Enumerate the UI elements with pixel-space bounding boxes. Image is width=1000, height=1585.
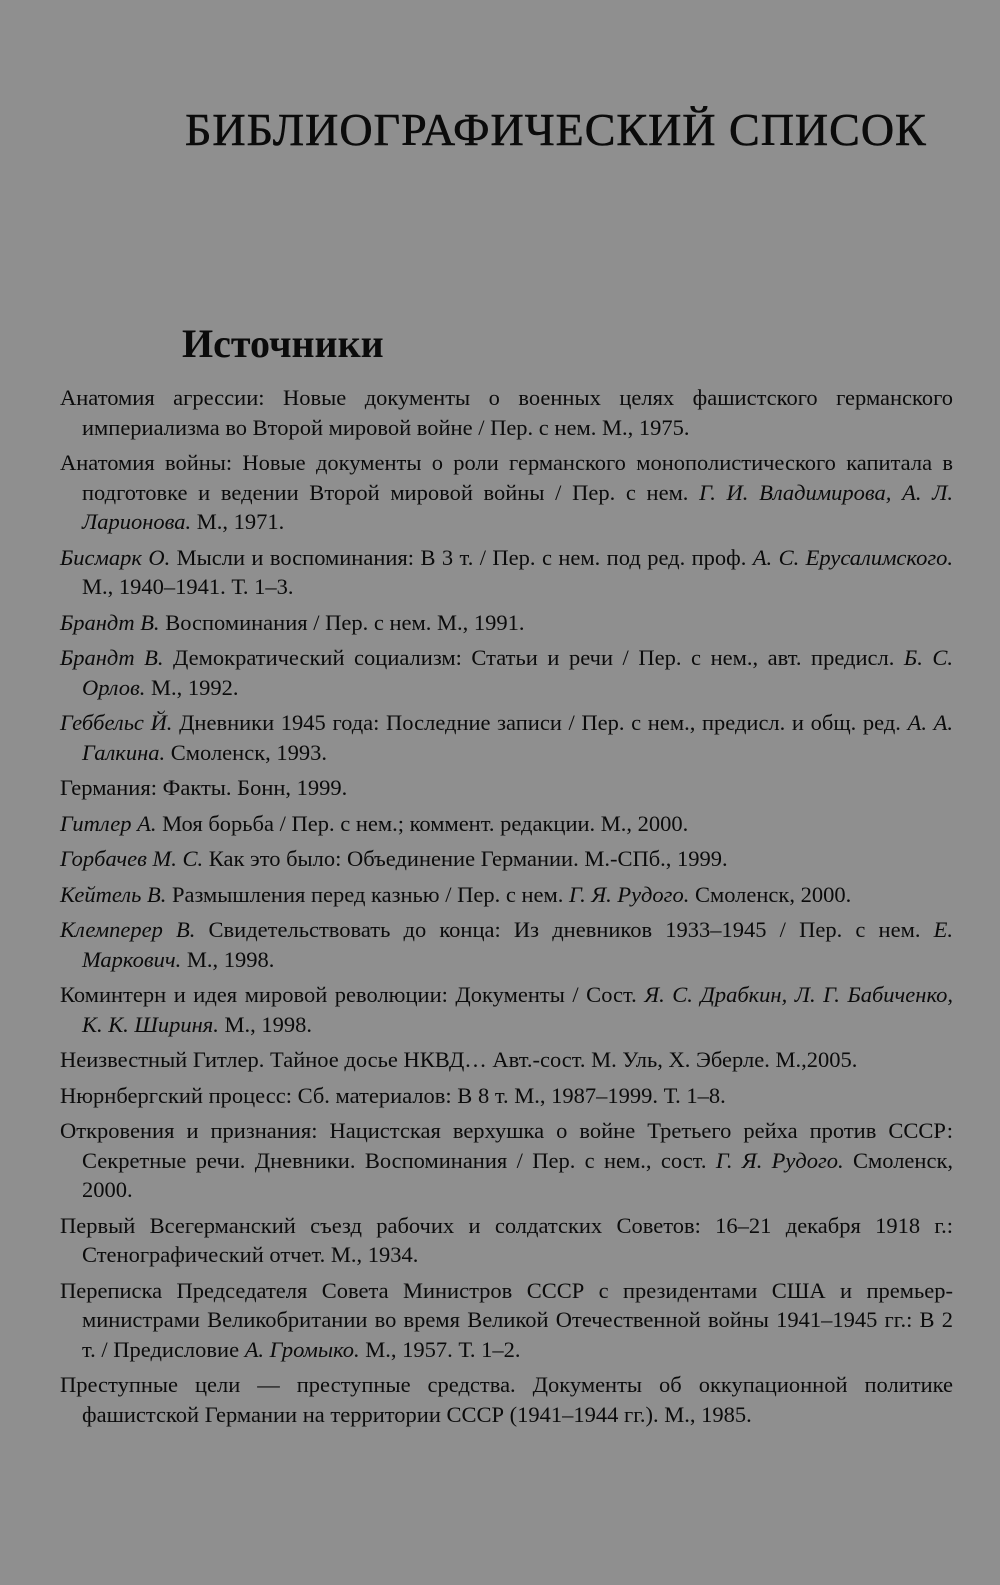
entry-text: М., 1940–1941. Т. 1–3.	[82, 574, 294, 599]
entry-author-italic: Гитлер А.	[60, 810, 157, 836]
bibliography-entry	[60, 643, 953, 702]
entry-author-italic: Б. С. Орлов.	[82, 645, 954, 700]
entry-author-italic: Е. Маркович.	[82, 917, 953, 972]
entry-author-italic: Геббельс Й.	[60, 710, 173, 735]
bibliography-entry	[60, 1081, 953, 1111]
entry-text: Преступные цели — преступные средства. Документы об оккупационной политике фашистской Германии на территории СССР (1941–1944 гг.). М., 1985.	[60, 1372, 953, 1427]
entry-text: Воспоминания / Пер. с нем. М., 1991.	[159, 609, 525, 635]
bibliography-entry	[60, 1045, 953, 1075]
entry-author-italic: Брандт В.	[60, 645, 164, 670]
entry-text: Анатомия войны: Новые документы о роли германского монополистического капитала в подготовке и ведении Второй мировой войны / Пер. с нем.	[60, 450, 953, 505]
entry-text: Размышления перед казнью / Пер. с нем.	[166, 881, 569, 907]
entry-text: Мысли и воспоминания: В 3 т. / Пер. с нем. под ред. проф.	[170, 544, 753, 570]
entry-author-italic: Кейтель В.	[60, 881, 167, 907]
entry-text: Нюрнбергский процесс: Сб. материалов: В 8 т. М., 1987–1999. Т. 1–8.	[60, 1082, 726, 1108]
entry-text: Откровения и признания: Нацистская верхушка о войне Третьего рейха против СССР: Секретные речи. Дневники. Воспоминания / Пер. с нем., сост.	[60, 1118, 953, 1173]
entry-text: М., 1998.	[218, 1011, 312, 1037]
entry-author-italic: Бисмарк О.	[60, 544, 171, 570]
page-heading: БИБЛИОГРАФИЧЕСКИЙ СПИСОК	[185, 104, 927, 155]
bibliography-entry	[60, 1370, 953, 1429]
bibliography-list	[60, 383, 953, 1435]
entry-author-italic: Г. Я. Рудого.	[715, 1147, 844, 1173]
entry-text: Свидетельствовать до конца: Из дневников 1933–1945 / Пер. с нем.	[195, 917, 934, 942]
section-title: Источники	[182, 321, 384, 366]
entry-text: Смоленск, 2000.	[82, 1147, 953, 1202]
entry-text: Дневники 1945 года: Последние записи / Пер. с нем., предисл. и общ. ред.	[172, 710, 908, 735]
entry-text: М., 1957. Т. 1–2.	[359, 1336, 521, 1362]
entry-text: М., 1971.	[191, 509, 285, 534]
entry-text: Переписка Председателя Совета Министров СССР с президентами США и премьер-министрами Великобритании во время Великой Отечественной войны 1941–1945 гг.: В 2 т. / Предисловие	[60, 1277, 953, 1362]
bibliography-entry	[60, 708, 953, 767]
entry-author-italic: Брандт В.	[60, 609, 160, 635]
entry-author-italic: Я. С. Драбкин, Л. Г. Бабиченко, К. К. Шириня.	[82, 982, 953, 1037]
entry-text: Моя борьба / Пер. с нем.; коммент. редакции. М., 2000.	[156, 810, 689, 836]
entry-text: Смоленск, 1993.	[165, 739, 327, 765]
bibliography-entry	[60, 608, 953, 638]
bibliography-entry	[60, 915, 953, 974]
entry-author-italic: Г. И. Владимирова, А. Л. Ларионова.	[82, 479, 953, 534]
entry-author-italic: А. Громыко.	[244, 1336, 360, 1362]
bibliography-entry	[60, 773, 953, 803]
entry-text: М., 1998.	[181, 946, 275, 972]
entry-text: М., 1992.	[145, 674, 239, 700]
entry-author-italic: Клемперер В.	[60, 917, 196, 942]
entry-author-italic: Г. Я. Рудого.	[568, 881, 690, 907]
bibliography-entry	[60, 1116, 953, 1205]
bibliography-entry	[60, 1276, 953, 1365]
bibliography-entry	[60, 383, 953, 442]
entry-author-italic: А. С. Ерусалимского.	[752, 544, 953, 570]
entry-text: Анатомия агрессии: Новые документы о военных целях фашистского германского империализма во Второй мировой войне / Пер. с нем. М., 1975.	[60, 385, 953, 440]
entry-text: Германия: Факты. Бонн, 1999.	[60, 775, 348, 800]
bibliography-entry	[60, 809, 953, 839]
bibliography-entry	[60, 543, 953, 602]
entry-text: Коминтерн и идея мировой революции: Документы / Сост.	[60, 982, 645, 1007]
bibliography-entry	[60, 844, 953, 874]
entry-author-italic: Горбачев М. С.	[60, 846, 204, 871]
bibliography-entry	[60, 448, 953, 537]
entry-text: Неизвестный Гитлер. Тайное досье НКВД… Авт.-сост. М. Уль, Х. Эберле. М.,2005.	[60, 1047, 858, 1072]
entry-text: Демократический социализм: Статьи и речи / Пер. с нем., авт. предисл.	[163, 645, 904, 670]
entry-text: Первый Всегерманский съезд рабочих и солдатских Советов: 16–21 декабря 1918 г.: Стенографический отчет. М., 1934.	[60, 1212, 953, 1267]
entry-author-italic: А. А. Галкина.	[82, 710, 953, 765]
bibliography-entry	[60, 980, 953, 1039]
entry-text: Смоленск, 2000.	[689, 881, 852, 907]
bibliography-entry	[60, 1211, 953, 1270]
bibliography-entry	[60, 880, 953, 910]
entry-text: Как это было: Объединение Германии. М.-СПб., 1999.	[203, 846, 728, 871]
